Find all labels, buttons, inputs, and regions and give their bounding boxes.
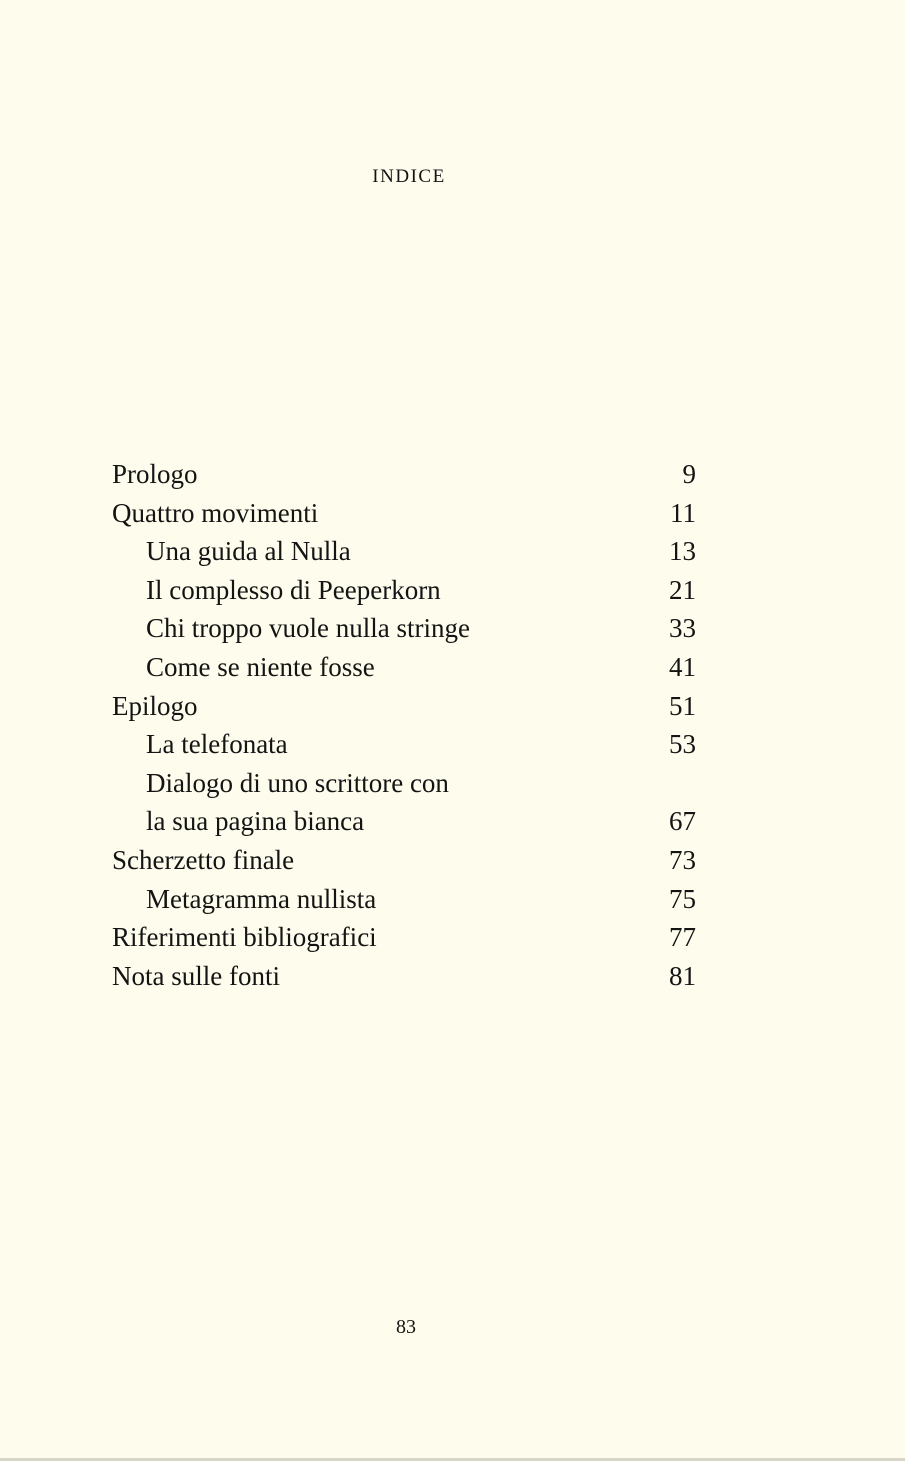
toc-entry-title: Dialogo di uno scrittore con [146,767,449,798]
toc-entry-title: La telefonata [146,729,288,760]
toc-entry-page: 53 [669,729,696,760]
toc-entry [112,802,696,841]
toc-entry [112,494,696,533]
toc-entry-title: Come se niente fosse [146,651,375,682]
toc-entry [112,725,696,764]
toc-entry [112,880,696,919]
toc-entry-title: Il complesso di Peeperkorn [146,574,441,605]
toc-entry-page: 75 [669,883,696,914]
toc-entry [112,571,696,610]
toc-entry [112,532,696,571]
page-number: 83 [396,1316,416,1338]
toc-entry-page: 67 [669,806,696,837]
toc-entry [112,918,696,957]
toc-entry-title: Nota sulle fonti [112,960,280,991]
toc-entry-page: 13 [669,536,696,567]
toc-entry-page: 9 [682,459,696,489]
toc-entry-title: la sua pagina bianca [146,806,365,837]
toc-entry-title: Scherzetto finale [112,844,295,875]
toc-entry-page: 51 [669,690,696,721]
toc-entry-page: 73 [669,844,696,875]
toc-entry-title: Metagramma nullista [146,883,377,914]
toc-entry [112,648,696,687]
toc-entry-page: 81 [669,960,696,991]
toc-entry-page: 11 [670,497,696,528]
toc-entry-title: Prologo [112,459,198,489]
toc-entry-page: 33 [669,613,696,644]
page-title: INDICE [372,166,446,187]
toc-entry [112,609,696,648]
toc-entry-title: Epilogo [112,690,198,721]
table-of-contents [112,455,696,995]
toc-entry [112,764,696,803]
toc-entry [112,841,696,880]
toc-entry-page: 77 [669,922,696,953]
toc-entry [112,455,696,494]
toc-entry-page: 41 [669,651,696,682]
toc-entry [112,687,696,726]
toc-entry-title: Una guida al Nulla [146,536,351,567]
toc-entry-title: Riferimenti bibliografici [112,922,377,953]
toc-entry-title: Chi troppo vuole nulla stringe [146,613,470,644]
toc-entry [112,957,696,996]
toc-entry-title: Quattro movimenti [112,497,319,528]
toc-entry-page: 21 [669,574,696,605]
